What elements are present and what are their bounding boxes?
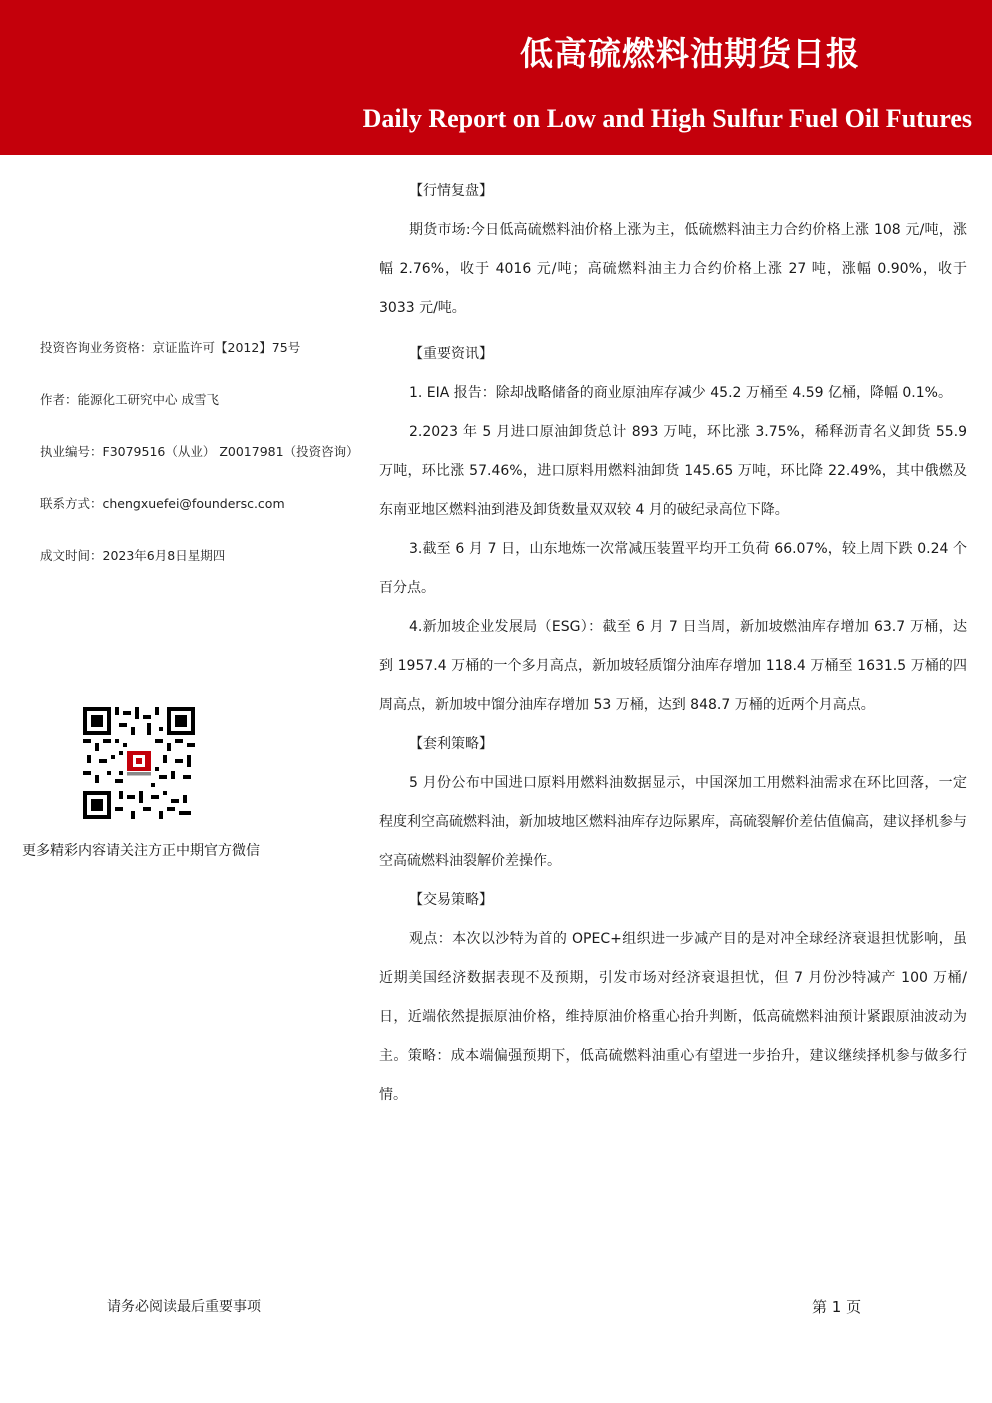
author-line: 作者：能源化工研究中心 成雪飞: [40, 392, 219, 407]
news-item: 2.2023 年 5 月进口原油卸货总计 893 万吨，环比涨 3.75%，稀释沥青名义卸货 55.9 万吨，环比涨 57.46%，进口原料用燃料油卸货 145.65 万吨，环比降 22.49%，其中俄燃及东南亚地区燃料油到港及卸货数量双双较 4 月的破纪录高位下降。: [379, 424, 967, 518]
report-title-cn: 低高硫燃料油期货日报: [520, 34, 860, 73]
news-item: 1. EIA 报告：除却战略储备的商业原油库存减少 45.2 万桶至 4.59 亿桶，降幅 0.1%。: [409, 385, 952, 401]
section-heading-trading: 【交易策略】: [409, 892, 493, 908]
header-banner: [0, 0, 992, 155]
sidebar: [0, 155, 360, 1255]
section-heading-market-review: 【行情复盘】: [409, 183, 493, 199]
trading-paragraph: 观点：本次以沙特为首的 OPEC+组织进一步减产目的是对冲全球经济衰退担忧影响，虽近期美国经济数据表现不及预期，引发市场对经济衰退担忧，但 7 月份沙特减产 100 万桶/日，近端依然提振原油价格，维持原油价格重心抬升判断，低高硫燃料油预计紧跟原油波动为主。策略：成本端偏强预期下，低高硫燃料油重心有望进一步抬升，建议继续择机参与做多行情。: [379, 931, 967, 1103]
news-item: 3.截至 6 月 7 日，山东地炼一次常减压装置平均开工负荷 66.07%，较上周下跌 0.24 个百分点。: [379, 541, 967, 596]
market-review-paragraph: 期货市场:今日低高硫燃料油价格上涨为主，低硫燃料油主力合约价格上涨 108 元/吨，涨幅 2.76%，收于 4016 元/吨；高硫燃料油主力合约价格上涨 27 吨，涨幅 0.90%，收于 3033 元/吨。: [379, 222, 967, 316]
qualification-line: 投资咨询业务资格：京证监许可【2012】75号: [40, 340, 301, 355]
footer-notice: 请务必阅读最后重要事项: [107, 1299, 261, 1315]
report-title-en: Daily Report on Low and High Sulfur Fuel Oil Futures: [362, 104, 972, 133]
qr-caption: 更多精彩内容请关注方正中期官方微信: [22, 843, 260, 859]
news-item: 4.新加坡企业发展局（ESG）：截至 6 月 7 日当周，新加坡燃油库存增加 63.7 万桶，达到 1957.4 万桶的一个多月高点，新加坡轻质馏分油库存增加 118.4 万桶至 1631.5 万桶的四周高点，新加坡中馏分油库存增加 53 万桶，达到 848.7 万桶的近两个月高点。: [379, 619, 967, 713]
contact-line: 联系方式：chengxuefei@foundersc.com: [40, 496, 285, 511]
license-line: 执业编号：F3079516（从业） Z0017981（投资咨询）: [40, 444, 359, 459]
date-line: 成文时间：2023年6月8日星期四: [40, 548, 226, 563]
section-heading-key-news: 【重要资讯】: [409, 346, 493, 362]
arbitrage-paragraph: 5 月份公布中国进口原料用燃料油数据显示，中国深加工用燃料油需求在环比回落，一定程度利空高硫燃料油，新加坡地区燃料油库存边际累库，高硫裂解价差估值偏高，建议择机参与空高硫燃料油裂解价差操作。: [379, 775, 967, 869]
section-heading-arbitrage: 【套利策略】: [409, 736, 493, 752]
qr-code-icon: [83, 707, 195, 819]
page-number: 第 1 页: [812, 1298, 862, 1316]
main-content: [379, 172, 967, 1115]
